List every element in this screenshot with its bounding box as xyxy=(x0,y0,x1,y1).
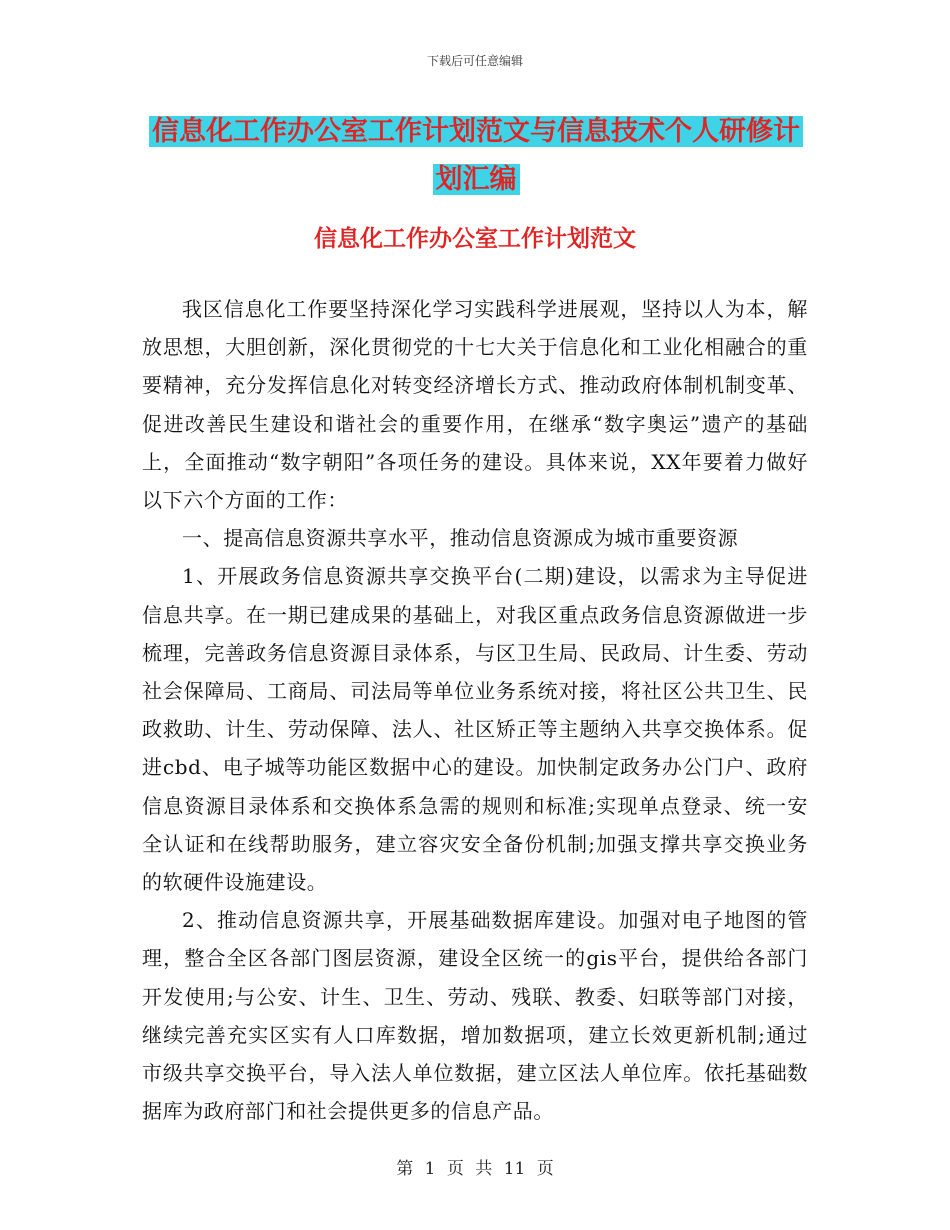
paragraph: 我区信息化工作要坚持深化学习实践科学进展观，坚持以人为本，解放思想，大胆创新，深化贯彻党的十七大关于信息化和工业化相融合的重要精神，充分发挥信息化对转变经济增长方式、推动政府体制机制变革、促进改善民生建设和谐社会的重要作用，在继承“数字奥运”遗产的基础上，全面推动“数字朝阳”各项任务的建设。具体来说，XX年要着力做好以下六个方面的工作： xyxy=(142,297,808,513)
paragraph: 2、推动信息资源共享，开展基础数据库建设。加强对电子地图的管理，整合全区各部门图层资源，建设全区统一的gis平台，提供给各部门开发使用;与公安、计生、卫生、劳动、残联、教委、妇联等部门对接，继续完善充实区实有人口库数据，增加数据项，建立长效更新机制;通过市级共享交换平台，导入法人单位数据，建立区法人单位库。依托基础数据库为政府部门和社会提供更多的信息产品。 xyxy=(142,908,808,1124)
header-note: 下载后可任意编辑 xyxy=(426,54,523,68)
paragraph: 1、开展政务信息资源共享交换平台(二期)建设，以需求为主导促进信息共享。在一期已建成果的基础上，对我区重点政务信息资源做进一步梳理，完善政务信息资源目录体系，与区卫生局、民政局、计生委、劳动社会保障局、工商局、司法局等单位业务系统对接，将社区公共卫生、民政救助、计生、劳动保障、法人、社区矫正等主题纳入共享交换体系。促进cbd、电子城等功能区数据中心的建设。加快制定政务办公门户、政府信息资源目录体系和交换体系急需的规则和标准;实现单点登录、统一安全认证和在线帮助服务，建立容灾安全备份机制;加强支撑共享交换业务的软硬件设施建设。 xyxy=(142,564,808,895)
page-footer: 第 1 页 共 11 页 xyxy=(396,1159,554,1179)
paragraph: 一、提高信息资源共享水平，推动信息资源成为城市重要资源 xyxy=(182,526,739,551)
document-body xyxy=(142,290,808,1130)
section-title: 信息化工作办公室工作计划范文 xyxy=(314,226,636,252)
document-title xyxy=(140,108,812,204)
document-title-text: 信息化工作办公室工作计划范文与信息技术个人研修计划汇编 xyxy=(149,116,803,195)
